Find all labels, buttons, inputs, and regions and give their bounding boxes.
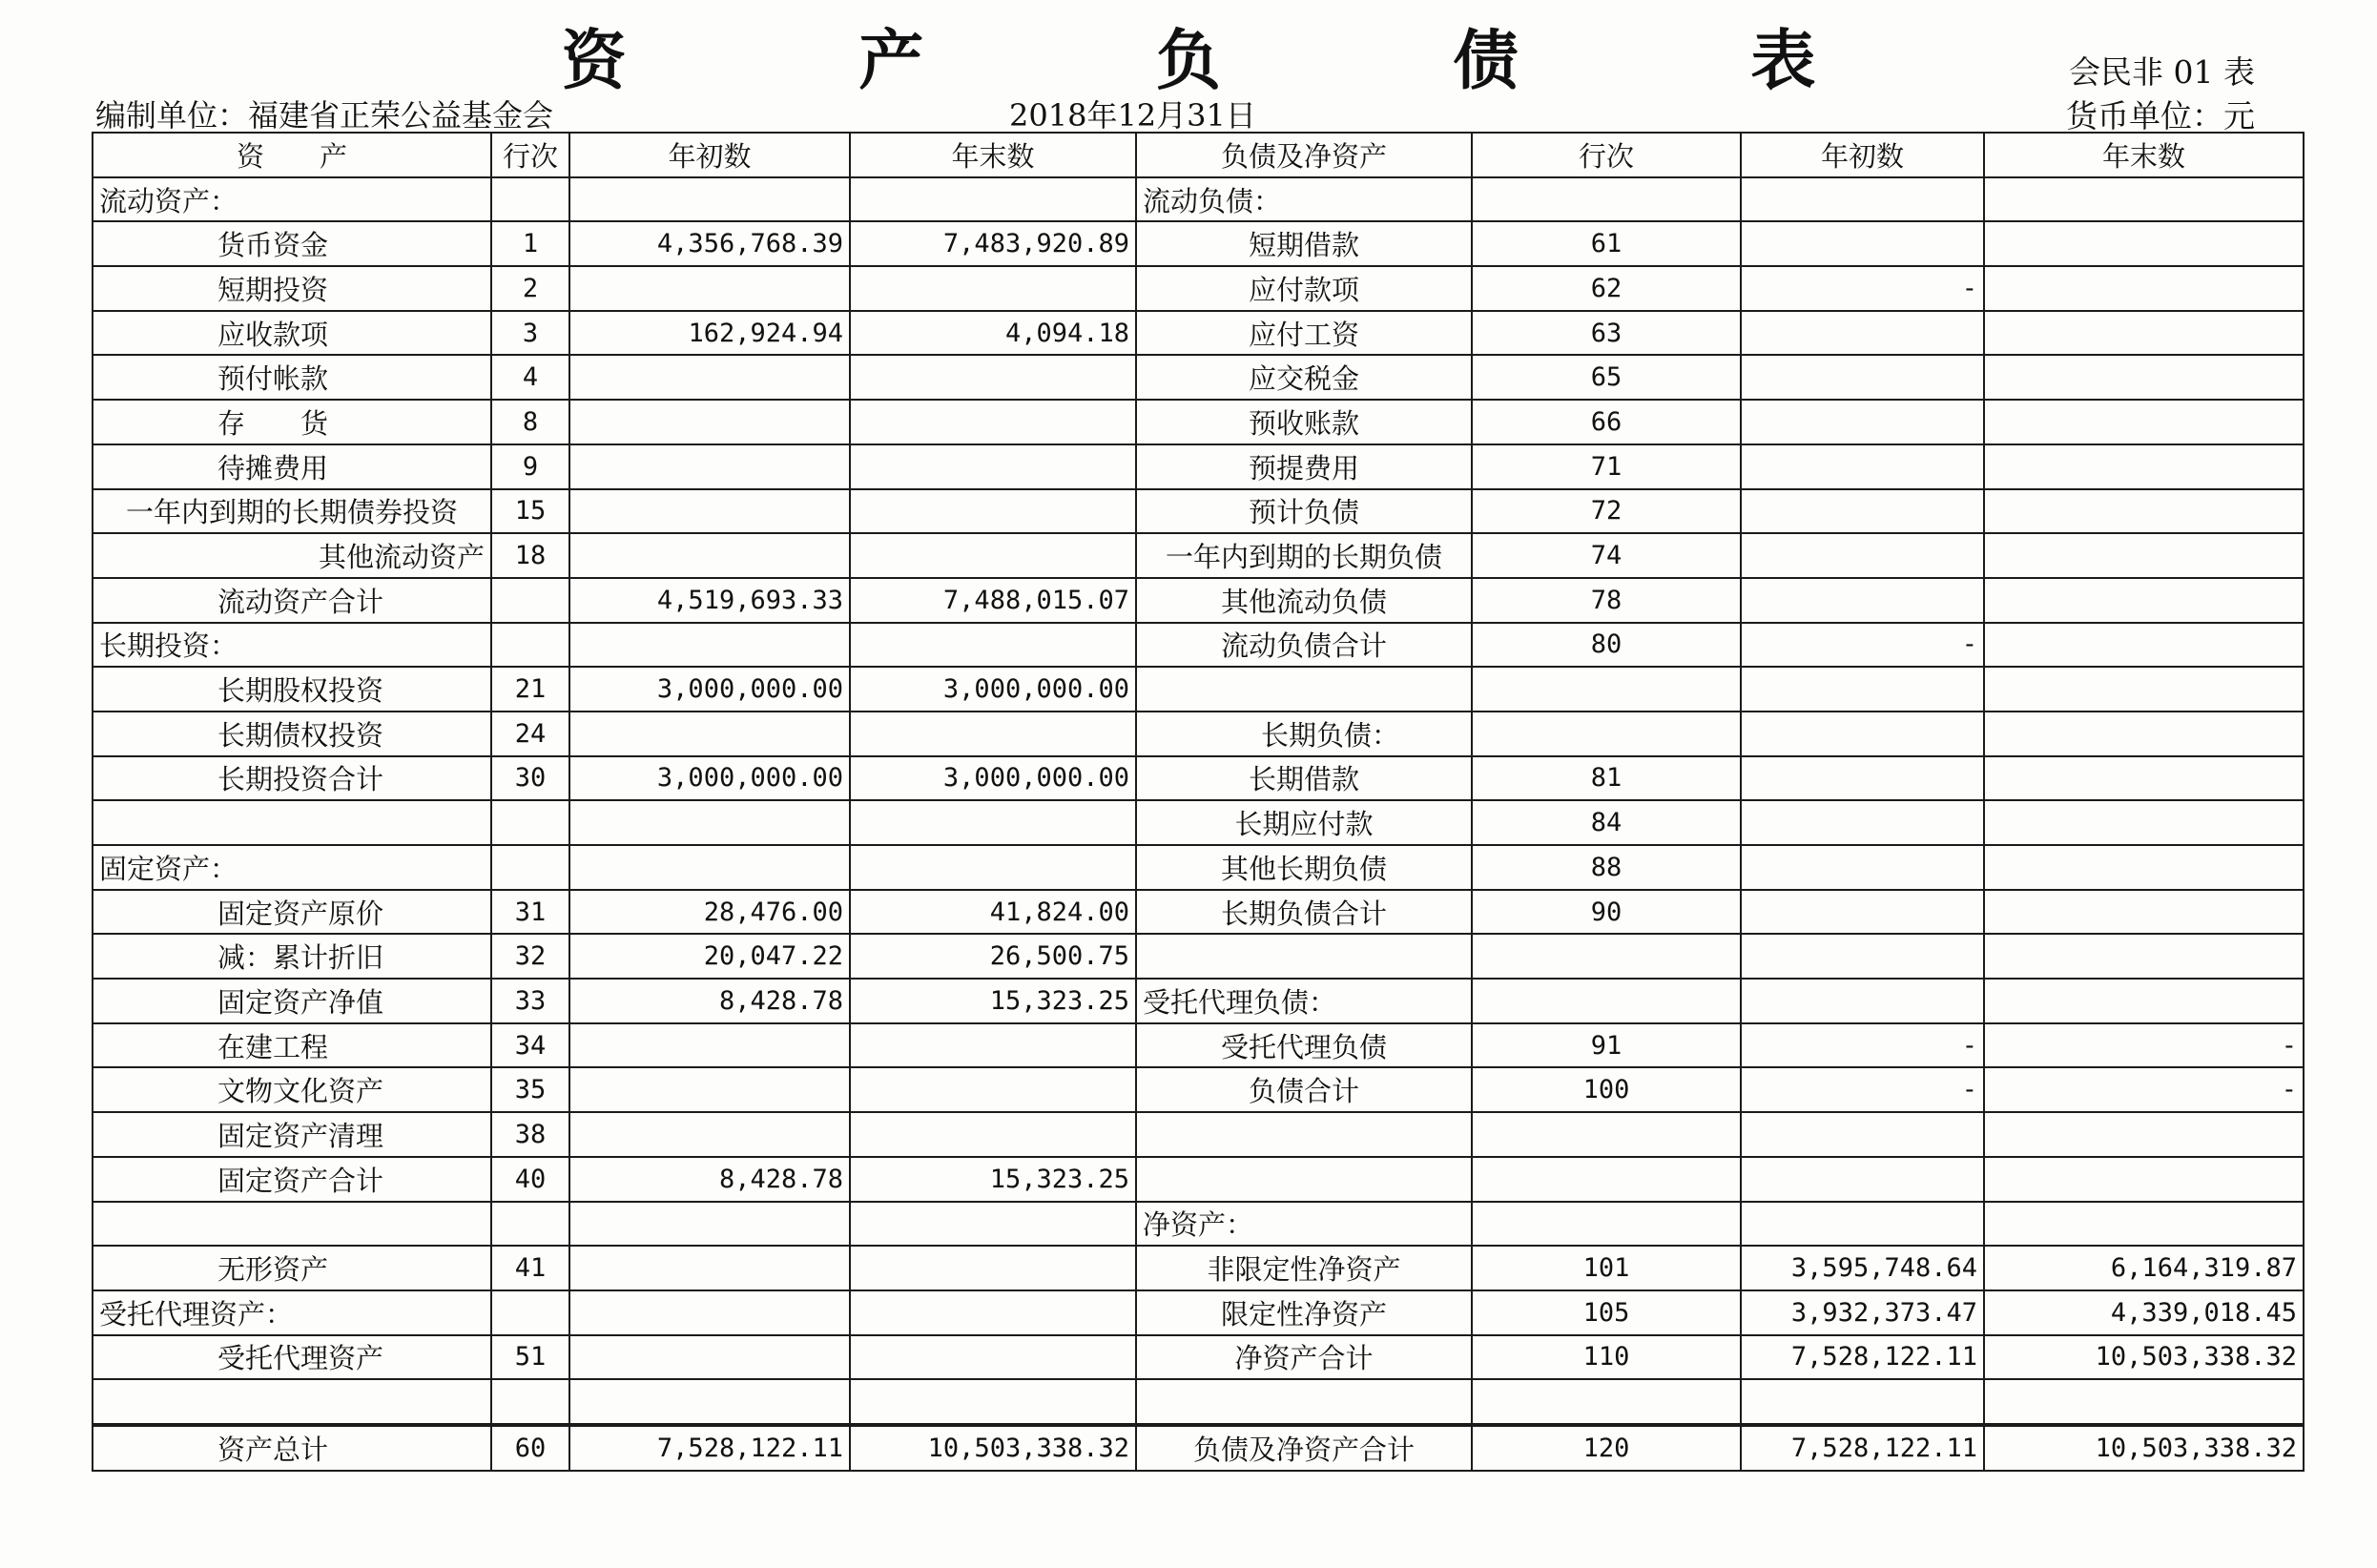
liability-begin-cell bbox=[1741, 890, 1984, 935]
liability-end-cell bbox=[1984, 890, 2304, 935]
table-row bbox=[93, 756, 2304, 801]
asset-end-cell bbox=[850, 623, 1136, 668]
asset-line-cell: 3 bbox=[491, 311, 569, 356]
liability-begin-cell: 7,528,122.11 bbox=[1741, 1425, 1984, 1471]
liability-line-cell: 71 bbox=[1472, 444, 1741, 489]
table-row bbox=[93, 934, 2304, 979]
asset-end-cell bbox=[850, 1379, 1136, 1425]
asset-line-cell: 15 bbox=[491, 489, 569, 534]
asset-end-cell: 41,824.00 bbox=[850, 890, 1136, 935]
liability-end-cell bbox=[1984, 1379, 2304, 1425]
liability-begin-cell: - bbox=[1741, 1023, 1984, 1068]
col-header-begin: 年初数 bbox=[569, 133, 850, 177]
liability-line-cell: 81 bbox=[1472, 756, 1741, 801]
asset-name-cell bbox=[93, 1379, 491, 1425]
table-row bbox=[93, 444, 2304, 489]
asset-line-cell: 38 bbox=[491, 1112, 569, 1157]
table-row bbox=[93, 1067, 2304, 1112]
page-title: 资 产 负 债 表 bbox=[561, 23, 1921, 99]
asset-begin-cell: 162,924.94 bbox=[569, 311, 850, 356]
table-row bbox=[93, 845, 2304, 890]
asset-end-cell: 15,323.25 bbox=[850, 979, 1136, 1023]
asset-end-cell bbox=[850, 1023, 1136, 1068]
table-row bbox=[93, 1023, 2304, 1068]
table-row bbox=[93, 890, 2304, 935]
asset-line-cell bbox=[491, 623, 569, 668]
liability-begin-cell bbox=[1741, 800, 1984, 845]
asset-begin-cell bbox=[569, 712, 850, 756]
asset-line-cell: 41 bbox=[491, 1246, 569, 1290]
col-header-liabilities: 负债及净资产 bbox=[1136, 133, 1472, 177]
asset-begin-cell: 20,047.22 bbox=[569, 934, 850, 979]
asset-begin-cell bbox=[569, 623, 850, 668]
liability-begin-cell: - bbox=[1741, 1067, 1984, 1112]
liability-end-cell bbox=[1984, 623, 2304, 668]
asset-name-cell: 固定资产合计 bbox=[93, 1157, 491, 1202]
liability-name-cell bbox=[1136, 1379, 1472, 1425]
asset-end-cell bbox=[850, 712, 1136, 756]
table-row bbox=[93, 1379, 2304, 1425]
asset-line-cell: 34 bbox=[491, 1023, 569, 1068]
asset-end-cell: 26,500.75 bbox=[850, 934, 1136, 979]
liability-end-cell bbox=[1984, 177, 2304, 222]
asset-name-cell: 长期投资合计 bbox=[93, 756, 491, 801]
liability-begin-cell: 3,932,373.47 bbox=[1741, 1290, 1984, 1335]
liability-line-cell: 84 bbox=[1472, 800, 1741, 845]
asset-line-cell: 2 bbox=[491, 266, 569, 311]
report-date: 2018年12月31日 bbox=[1009, 97, 1256, 134]
liability-line-cell: 61 bbox=[1472, 221, 1741, 266]
liability-name-cell: 长期应付款 bbox=[1136, 800, 1472, 845]
table-row bbox=[93, 1246, 2304, 1290]
asset-name-cell bbox=[93, 800, 491, 845]
liability-line-cell: 90 bbox=[1472, 890, 1741, 935]
table-row bbox=[93, 400, 2304, 444]
asset-line-cell: 31 bbox=[491, 890, 569, 935]
asset-begin-cell bbox=[569, 1112, 850, 1157]
asset-name-cell bbox=[93, 1202, 491, 1247]
liability-name-cell: 长期负债合计 bbox=[1136, 890, 1472, 935]
liability-name-cell: 预收账款 bbox=[1136, 400, 1472, 444]
table-row bbox=[93, 712, 2304, 756]
liability-end-cell: - bbox=[1984, 1067, 2304, 1112]
table-row bbox=[93, 667, 2304, 712]
liability-line-cell: 120 bbox=[1472, 1425, 1741, 1471]
liability-begin-cell bbox=[1741, 979, 1984, 1023]
liability-end-cell bbox=[1984, 266, 2304, 311]
liability-end-cell: 10,503,338.32 bbox=[1984, 1335, 2304, 1380]
asset-begin-cell: 4,356,768.39 bbox=[569, 221, 850, 266]
liability-end-cell: 4,339,018.45 bbox=[1984, 1290, 2304, 1335]
liability-begin-cell: 7,528,122.11 bbox=[1741, 1335, 1984, 1380]
liability-name-cell: 应交税金 bbox=[1136, 355, 1472, 400]
asset-name-cell: 应收款项 bbox=[93, 311, 491, 356]
liability-end-cell bbox=[1984, 1112, 2304, 1157]
asset-end-cell: 7,483,920.89 bbox=[850, 221, 1136, 266]
liability-line-cell: 105 bbox=[1472, 1290, 1741, 1335]
asset-begin-cell bbox=[569, 177, 850, 222]
liability-name-cell: 净资产合计 bbox=[1136, 1335, 1472, 1380]
table-row bbox=[93, 1335, 2304, 1380]
liability-line-cell bbox=[1472, 1202, 1741, 1247]
asset-name-cell: 固定资产净值 bbox=[93, 979, 491, 1023]
liability-name-cell: 受托代理负债 bbox=[1136, 1023, 1472, 1068]
asset-begin-cell bbox=[569, 1202, 850, 1247]
liability-line-cell: 110 bbox=[1472, 1335, 1741, 1380]
table-row bbox=[93, 533, 2304, 578]
liability-begin-cell bbox=[1741, 311, 1984, 356]
liability-line-cell: 65 bbox=[1472, 355, 1741, 400]
liability-name-cell: 一年内到期的长期负债 bbox=[1136, 533, 1472, 578]
asset-line-cell: 8 bbox=[491, 400, 569, 444]
liability-end-cell bbox=[1984, 756, 2304, 801]
liability-end-cell bbox=[1984, 489, 2304, 534]
liability-name-cell: 短期借款 bbox=[1136, 221, 1472, 266]
asset-end-cell bbox=[850, 1067, 1136, 1112]
asset-name-cell: 减：累计折旧 bbox=[93, 934, 491, 979]
asset-line-cell: 60 bbox=[491, 1425, 569, 1471]
liability-line-cell: 74 bbox=[1472, 533, 1741, 578]
asset-end-cell: 3,000,000.00 bbox=[850, 667, 1136, 712]
liability-begin-cell bbox=[1741, 578, 1984, 623]
asset-end-cell bbox=[850, 533, 1136, 578]
liability-line-cell bbox=[1472, 1157, 1741, 1202]
liability-name-cell bbox=[1136, 667, 1472, 712]
asset-line-cell: 35 bbox=[491, 1067, 569, 1112]
asset-name-cell: 存 货 bbox=[93, 400, 491, 444]
liability-name-cell bbox=[1136, 1112, 1472, 1157]
asset-begin-cell bbox=[569, 533, 850, 578]
asset-end-cell bbox=[850, 1202, 1136, 1247]
asset-begin-cell: 28,476.00 bbox=[569, 890, 850, 935]
asset-name-cell: 流动资产合计 bbox=[93, 578, 491, 623]
asset-name-cell: 其他流动资产 bbox=[93, 533, 491, 578]
liability-begin-cell: 3,595,748.64 bbox=[1741, 1246, 1984, 1290]
liability-name-cell: 净资产： bbox=[1136, 1202, 1472, 1247]
asset-begin-cell: 3,000,000.00 bbox=[569, 756, 850, 801]
liability-begin-cell bbox=[1741, 1112, 1984, 1157]
asset-begin-cell bbox=[569, 1335, 850, 1380]
asset-name-cell: 短期投资 bbox=[93, 266, 491, 311]
table-header-row bbox=[93, 133, 2304, 177]
asset-end-cell: 4,094.18 bbox=[850, 311, 1136, 356]
asset-begin-cell bbox=[569, 444, 850, 489]
liability-line-cell bbox=[1472, 934, 1741, 979]
col-header-end: 年末数 bbox=[850, 133, 1136, 177]
liability-begin-cell bbox=[1741, 1379, 1984, 1425]
asset-begin-cell bbox=[569, 400, 850, 444]
asset-begin-cell bbox=[569, 1023, 850, 1068]
asset-name-cell: 受托代理资产 bbox=[93, 1335, 491, 1380]
asset-end-cell bbox=[850, 177, 1136, 222]
table-row bbox=[93, 266, 2304, 311]
asset-end-cell bbox=[850, 1335, 1136, 1380]
asset-line-cell: 32 bbox=[491, 934, 569, 979]
table-row bbox=[93, 800, 2304, 845]
asset-name-cell: 长期股权投资 bbox=[93, 667, 491, 712]
liability-name-cell: 流动负债： bbox=[1136, 177, 1472, 222]
liability-name-cell: 负债及净资产合计 bbox=[1136, 1425, 1472, 1471]
liability-end-cell bbox=[1984, 533, 2304, 578]
asset-line-cell bbox=[491, 845, 569, 890]
asset-end-cell bbox=[850, 1112, 1136, 1157]
liability-end-cell bbox=[1984, 311, 2304, 356]
liability-name-cell: 应付款项 bbox=[1136, 266, 1472, 311]
liability-end-cell bbox=[1984, 578, 2304, 623]
liability-begin-cell bbox=[1741, 444, 1984, 489]
table-row bbox=[93, 355, 2304, 400]
asset-begin-cell: 4,519,693.33 bbox=[569, 578, 850, 623]
liability-begin-cell bbox=[1741, 756, 1984, 801]
organization: 编制单位：福建省正荣公益基金会 bbox=[95, 97, 554, 134]
table-row bbox=[93, 311, 2304, 356]
asset-name-cell: 一年内到期的长期债券投资 bbox=[93, 489, 491, 534]
asset-line-cell bbox=[491, 1202, 569, 1247]
liability-line-cell: 78 bbox=[1472, 578, 1741, 623]
asset-line-cell bbox=[491, 1290, 569, 1335]
liability-name-cell: 限定性净资产 bbox=[1136, 1290, 1472, 1335]
asset-name-cell: 货币资金 bbox=[93, 221, 491, 266]
asset-begin-cell: 7,528,122.11 bbox=[569, 1425, 850, 1471]
liability-begin-cell: - bbox=[1741, 266, 1984, 311]
asset-line-cell: 51 bbox=[491, 1335, 569, 1380]
asset-line-cell: 24 bbox=[491, 712, 569, 756]
asset-name-cell: 受托代理资产： bbox=[93, 1290, 491, 1335]
asset-begin-cell bbox=[569, 1379, 850, 1425]
liability-name-cell: 负债合计 bbox=[1136, 1067, 1472, 1112]
liability-line-cell bbox=[1472, 667, 1741, 712]
asset-begin-cell bbox=[569, 800, 850, 845]
asset-line-cell: 9 bbox=[491, 444, 569, 489]
asset-end-cell bbox=[850, 1290, 1136, 1335]
asset-line-cell: 4 bbox=[491, 355, 569, 400]
table-row bbox=[93, 578, 2304, 623]
table-row bbox=[93, 1425, 2304, 1471]
liability-end-cell: - bbox=[1984, 1023, 2304, 1068]
asset-end-cell bbox=[850, 845, 1136, 890]
liability-name-cell: 预计负债 bbox=[1136, 489, 1472, 534]
asset-line-cell: 30 bbox=[491, 756, 569, 801]
asset-name-cell: 固定资产清理 bbox=[93, 1112, 491, 1157]
liability-begin-cell bbox=[1741, 1157, 1984, 1202]
liability-name-cell: 流动负债合计 bbox=[1136, 623, 1472, 668]
liability-end-cell bbox=[1984, 667, 2304, 712]
asset-name-cell: 无形资产 bbox=[93, 1246, 491, 1290]
liability-name-cell: 受托代理负债： bbox=[1136, 979, 1472, 1023]
asset-line-cell: 1 bbox=[491, 221, 569, 266]
liability-end-cell bbox=[1984, 221, 2304, 266]
liability-begin-cell bbox=[1741, 489, 1984, 534]
liability-begin-cell bbox=[1741, 221, 1984, 266]
liability-name-cell: 其他长期负债 bbox=[1136, 845, 1472, 890]
asset-line-cell: 21 bbox=[491, 667, 569, 712]
liability-begin-cell bbox=[1741, 400, 1984, 444]
liability-name-cell: 预提费用 bbox=[1136, 444, 1472, 489]
asset-line-cell bbox=[491, 177, 569, 222]
asset-line-cell bbox=[491, 578, 569, 623]
liability-line-cell: 80 bbox=[1472, 623, 1741, 668]
liability-name-cell: 长期借款 bbox=[1136, 756, 1472, 801]
liability-begin-cell bbox=[1741, 355, 1984, 400]
col-header-begin: 年初数 bbox=[1741, 133, 1984, 177]
asset-begin-cell bbox=[569, 1246, 850, 1290]
liability-name-cell bbox=[1136, 1157, 1472, 1202]
asset-line-cell bbox=[491, 1379, 569, 1425]
liability-line-cell: 66 bbox=[1472, 400, 1741, 444]
liability-begin-cell bbox=[1741, 177, 1984, 222]
table-row bbox=[93, 623, 2304, 668]
liability-end-cell bbox=[1984, 355, 2304, 400]
asset-line-cell bbox=[491, 800, 569, 845]
asset-end-cell: 15,323.25 bbox=[850, 1157, 1136, 1202]
liability-begin-cell bbox=[1741, 1202, 1984, 1247]
asset-end-cell bbox=[850, 400, 1136, 444]
liability-end-cell: 10,503,338.32 bbox=[1984, 1425, 2304, 1471]
asset-name-cell: 在建工程 bbox=[93, 1023, 491, 1068]
asset-end-cell: 10,503,338.32 bbox=[850, 1425, 1136, 1471]
asset-line-cell: 33 bbox=[491, 979, 569, 1023]
table-row bbox=[93, 1290, 2304, 1335]
liability-end-cell bbox=[1984, 800, 2304, 845]
asset-name-cell: 固定资产： bbox=[93, 845, 491, 890]
asset-begin-cell: 8,428.78 bbox=[569, 1157, 850, 1202]
asset-end-cell bbox=[850, 266, 1136, 311]
asset-begin-cell bbox=[569, 355, 850, 400]
liability-line-cell bbox=[1472, 1379, 1741, 1425]
asset-line-cell: 40 bbox=[491, 1157, 569, 1202]
liability-line-cell: 72 bbox=[1472, 489, 1741, 534]
liability-end-cell bbox=[1984, 934, 2304, 979]
liability-begin-cell: - bbox=[1741, 623, 1984, 668]
col-header-end: 年末数 bbox=[1984, 133, 2304, 177]
balance-sheet-table bbox=[92, 132, 2305, 1472]
liability-line-cell: 62 bbox=[1472, 266, 1741, 311]
liability-line-cell: 88 bbox=[1472, 845, 1741, 890]
liability-line-cell: 63 bbox=[1472, 311, 1741, 356]
asset-name-cell: 流动资产： bbox=[93, 177, 491, 222]
liability-name-cell bbox=[1136, 934, 1472, 979]
asset-name-cell: 待摊费用 bbox=[93, 444, 491, 489]
asset-name-cell: 长期投资： bbox=[93, 623, 491, 668]
asset-end-cell bbox=[850, 489, 1136, 534]
table-row bbox=[93, 979, 2304, 1023]
asset-name-cell: 文物文化资产 bbox=[93, 1067, 491, 1112]
asset-begin-cell bbox=[569, 489, 850, 534]
liability-name-cell: 非限定性净资产 bbox=[1136, 1246, 1472, 1290]
asset-end-cell bbox=[850, 1246, 1136, 1290]
asset-begin-cell bbox=[569, 1290, 850, 1335]
asset-end-cell bbox=[850, 444, 1136, 489]
liability-begin-cell bbox=[1741, 533, 1984, 578]
asset-end-cell bbox=[850, 355, 1136, 400]
liability-begin-cell bbox=[1741, 712, 1984, 756]
form-number: 会民非 01 表 bbox=[2069, 53, 2255, 91]
asset-name-cell: 长期债权投资 bbox=[93, 712, 491, 756]
asset-begin-cell: 3,000,000.00 bbox=[569, 667, 850, 712]
asset-name-cell: 预付帐款 bbox=[93, 355, 491, 400]
asset-end-cell bbox=[850, 800, 1136, 845]
liability-begin-cell bbox=[1741, 667, 1984, 712]
liability-name-cell: 长期负债： bbox=[1136, 712, 1472, 756]
liability-end-cell: 6,164,319.87 bbox=[1984, 1246, 2304, 1290]
table-row bbox=[93, 221, 2304, 266]
liability-end-cell bbox=[1984, 444, 2304, 489]
table-row bbox=[93, 489, 2304, 534]
liability-end-cell bbox=[1984, 1202, 2304, 1247]
liability-end-cell bbox=[1984, 979, 2304, 1023]
liability-end-cell bbox=[1984, 845, 2304, 890]
col-header-line: 行次 bbox=[491, 133, 569, 177]
asset-line-cell: 18 bbox=[491, 533, 569, 578]
table-row bbox=[93, 1112, 2304, 1157]
asset-begin-cell bbox=[569, 845, 850, 890]
asset-end-cell: 7,488,015.07 bbox=[850, 578, 1136, 623]
liability-line-cell bbox=[1472, 979, 1741, 1023]
liability-line-cell bbox=[1472, 712, 1741, 756]
asset-begin-cell bbox=[569, 266, 850, 311]
asset-name-cell: 固定资产原价 bbox=[93, 890, 491, 935]
liability-begin-cell bbox=[1741, 845, 1984, 890]
asset-end-cell: 3,000,000.00 bbox=[850, 756, 1136, 801]
asset-name-cell: 资产总计 bbox=[93, 1425, 491, 1471]
liability-line-cell bbox=[1472, 1112, 1741, 1157]
liability-line-cell bbox=[1472, 177, 1741, 222]
liability-name-cell: 应付工资 bbox=[1136, 311, 1472, 356]
liability-line-cell: 100 bbox=[1472, 1067, 1741, 1112]
liability-end-cell bbox=[1984, 712, 2304, 756]
liability-line-cell: 91 bbox=[1472, 1023, 1741, 1068]
table-row bbox=[93, 177, 2304, 222]
table-row bbox=[93, 1202, 2304, 1247]
col-header-assets: 资 产 bbox=[93, 133, 491, 177]
asset-begin-cell: 8,428.78 bbox=[569, 979, 850, 1023]
table-body bbox=[93, 177, 2304, 1471]
col-header-line: 行次 bbox=[1472, 133, 1741, 177]
liability-name-cell: 其他流动负债 bbox=[1136, 578, 1472, 623]
liability-begin-cell bbox=[1741, 934, 1984, 979]
liability-end-cell bbox=[1984, 400, 2304, 444]
asset-begin-cell bbox=[569, 1067, 850, 1112]
currency-unit: 货币单位：元 bbox=[2066, 97, 2255, 134]
table-row bbox=[93, 1157, 2304, 1202]
liability-line-cell: 101 bbox=[1472, 1246, 1741, 1290]
liability-end-cell bbox=[1984, 1157, 2304, 1202]
